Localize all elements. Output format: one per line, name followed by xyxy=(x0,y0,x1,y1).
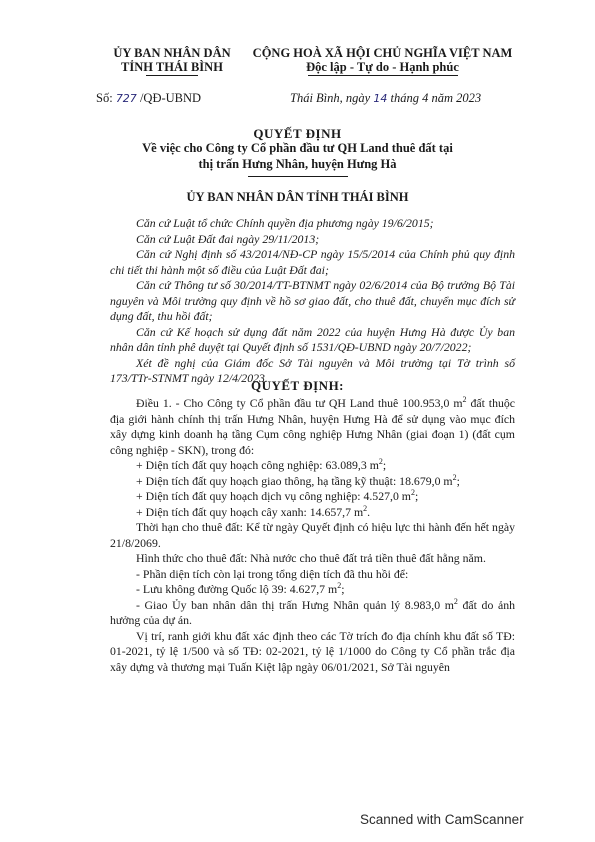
issuing-authority: ỦY BAN NHÂN DÂN TỈNH THÁI BÌNH xyxy=(186,190,409,204)
nation-line-1: CỘNG HOÀ XÃ HỘI CHỦ NGHĨA VIỆT NAM xyxy=(252,46,513,60)
date-prefix: Thái Bình, ngày xyxy=(290,91,371,105)
decision-subject-line-2: thị trấn Hưng Nhân, huyện Hưng Hà xyxy=(198,157,397,171)
superscript: 2 xyxy=(410,488,415,498)
agency-underline xyxy=(146,75,198,76)
subject-underline xyxy=(0,174,595,177)
number-handwritten: 727 xyxy=(115,92,137,105)
area-item xyxy=(110,505,515,521)
road-tail: ; xyxy=(341,582,345,596)
issuing-agency-header xyxy=(82,46,262,76)
document-date xyxy=(290,91,481,106)
number-prefix: Số: xyxy=(96,91,113,105)
superscript: 2 xyxy=(452,472,457,482)
agency-line-2: TỈNH THÁI BÌNH xyxy=(121,60,223,74)
area-item-tail: ; xyxy=(456,473,460,488)
superscript: 2 xyxy=(462,395,467,405)
area-item-text: + Diện tích đất quy hoạch công nghiệp: 63.089,3 m xyxy=(136,458,379,472)
handover-text-b: đất do ảnh hưởng của dự án. xyxy=(110,597,515,627)
superscript: 2 xyxy=(363,503,368,513)
lease-form: Hình thức cho thuê đất: Nhà nước cho thuê đất trả tiền thuê đất hằng năm. xyxy=(136,551,486,565)
document-number xyxy=(96,91,201,106)
area-item xyxy=(110,458,515,474)
nation-line-2: Độc lập - Tự do - Hạnh phúc xyxy=(306,60,459,74)
road-setback xyxy=(110,582,515,598)
legal-basis-item: Căn cứ Thông tư số 30/2014/TT-BTNMT ngày 02/6/2014 của Bộ trưởng Bộ Tài nguyên và Môi trường quy định về hồ sơ giao đất, cho thuê đất, chuyển mục đích sử dụng đất, thu hồi đất; xyxy=(110,278,515,323)
article-1-lead: Điều 1. - xyxy=(136,396,180,410)
legal-basis-item: Căn cứ Luật Đất đai ngày 29/11/2013; xyxy=(136,231,320,246)
legal-basis-item: Căn cứ Kế hoạch sử dụng đất năm 2022 của huyện Hưng Hà được Ủy ban nhân dân tỉnh phê duyệt tại Quyết định số 1531/QĐ-UBND ngày 20/7/2022; xyxy=(110,324,515,354)
location-clause: Vị trí, ranh giới khu đất xác định theo các Tờ trích đo địa chính khu đất số TĐ: 01-2021, tỷ lệ 1/500 và số TĐ: 02-2021, tỷ lệ 1/1000 do Công ty Cổ phần trắc địa xây dựng và thương mại Tuấn Kiệt lập ngày 06/01/2021, Sở Tài nguyên xyxy=(110,628,515,674)
scanner-watermark: Scanned with CamScanner xyxy=(360,812,524,827)
area-item-tail: ; xyxy=(414,489,419,503)
article-1-text-b: đất thuộc địa giới hành chính thị trấn Hưng Nhân, huyện Hưng Hà để sử dụng vào mục đích xây dựng kinh doanh hạ tầng Cụm công nghiệp Hưng Nhân (giai đoạn 1) (đất cụm công nghiệp - SKN), trong đó: xyxy=(110,396,515,457)
legal-bases xyxy=(110,216,515,387)
legal-basis-item: Căn cứ Nghị định số 43/2014/NĐ-CP ngày 15/5/2014 của Chính phủ quy định chi tiết thi hành một số điều của Luật Đất đai; xyxy=(110,247,515,277)
decision-heading: QUYẾT ĐỊNH: xyxy=(250,378,345,393)
article-1 xyxy=(110,396,515,458)
superscript: 2 xyxy=(453,596,458,606)
superscript: 2 xyxy=(337,581,342,591)
superscript: 2 xyxy=(378,457,383,467)
road-text: - Lưu không đường Quốc lộ 39: 4.627,7 m xyxy=(136,582,338,596)
area-item-tail: ; xyxy=(382,458,387,472)
area-item-text: + Diện tích đất quy hoạch dịch vụ công nghiệp: 4.527,0 m xyxy=(136,489,411,503)
handover-clause xyxy=(110,598,515,629)
area-item-tail: . xyxy=(367,504,371,519)
handover-text-a: - Giao Ủy ban nhân dân thị trấn Hưng Nhân quản lý 8.983,0 m xyxy=(136,597,454,612)
legal-basis-item: Xét đề nghị của Giám đốc Sở Tài nguyên và Môi trường tại Tờ trình số 173/TTr-STNMT ngày 12/4/2023. xyxy=(110,355,515,385)
motto-underline xyxy=(308,75,458,76)
decision-body xyxy=(110,396,515,675)
number-suffix: /QĐ-UBND xyxy=(139,91,202,105)
national-motto-header xyxy=(250,46,515,76)
remaining-area: - Phần diện tích còn lại trong tổng diện tích đã thu hồi để: xyxy=(136,566,409,581)
area-item xyxy=(110,474,515,490)
area-item-text: + Diện tích đất quy hoạch giao thông, hạ tầng kỹ thuật: 18.679,0 m xyxy=(136,473,453,488)
area-item-text: + Diện tích đất quy hoạch cây xanh: 14.657,7 m xyxy=(136,504,364,519)
decision-subject-line-1: Về việc cho Công ty Cổ phần đầu tư QH Land thuê đất tại xyxy=(142,141,453,155)
area-item xyxy=(110,489,515,505)
decision-title: QUYẾT ĐỊNH xyxy=(253,126,342,141)
legal-basis-item: Căn cứ Luật tổ chức Chính quyền địa phương ngày 19/6/2015; xyxy=(136,216,434,230)
date-suffix: tháng 4 năm 2023 xyxy=(390,91,482,105)
agency-line-1: ỦY BAN NHÂN DÂN xyxy=(113,46,231,60)
lease-term: Thời hạn cho thuê đất: Kể từ ngày Quyết định có hiệu lực thi hành đến hết ngày 21/8/2069. xyxy=(110,520,515,550)
article-1-text-a: Cho Công ty Cổ phần đầu tư QH Land thuê 100.953,0 m xyxy=(183,396,463,410)
date-day-handwritten: 14 xyxy=(373,92,388,105)
